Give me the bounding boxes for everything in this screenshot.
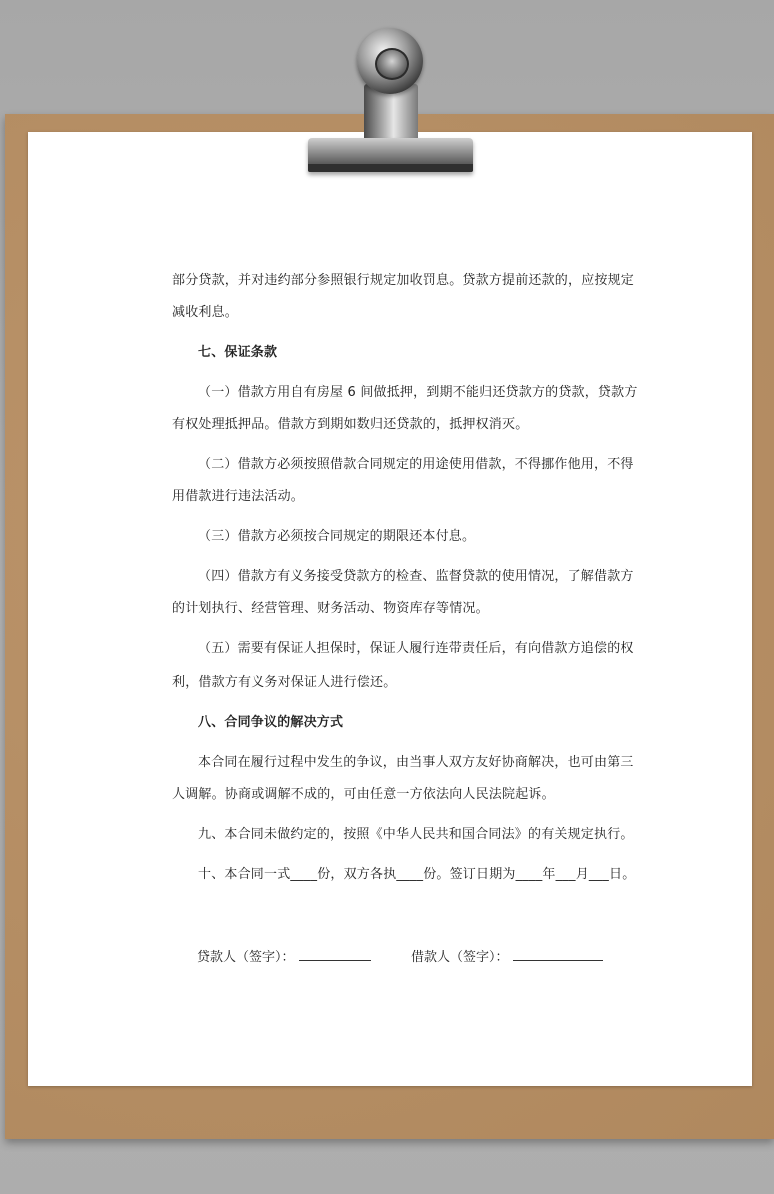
borrower-signature: [411, 946, 603, 967]
binder-clip: [308, 138, 473, 172]
text-line: （三）借款方必须按合同规定的期限还本付息。: [198, 529, 476, 544]
section-heading: 八、合同争议的解决方式: [198, 715, 344, 730]
text-line: 减收利息。: [172, 305, 239, 320]
text-line: （二）借款方必须按照借款合同规定的用途使用借款，不得挪作他用，不得: [198, 457, 634, 472]
text-line: 用借款进行违法活动。: [172, 489, 305, 504]
text-line: （一）借款方用自有房屋 6 间做抵押，到期不能归还贷款方的贷款，贷款方: [198, 385, 638, 400]
clip-hole: [375, 48, 409, 80]
text-line: 部分贷款，并对违约部分参照银行规定加收罚息。贷款方提前还款的，应按规定: [172, 273, 635, 288]
text-line: 十、本合同一式____份，双方各执____份。签订日期为____年___月___日。: [198, 867, 636, 882]
borrower-signature-line[interactable]: [513, 946, 603, 961]
section-heading: 七、保证条款: [198, 345, 278, 360]
text-line: 有权处理抵押品。借款方到期如数归还贷款的，抵押权消灭。: [172, 417, 529, 432]
text-line: 本合同在履行过程中发生的争议，由当事人双方友好协商解决，也可由第三: [198, 755, 634, 770]
text-line: 九、本合同未做约定的，按照《中华人民共和国合同法》的有关规定执行。: [198, 827, 634, 842]
text-line: （四）借款方有义务接受贷款方的检查、监督贷款的使用情况，了解借款方: [198, 569, 634, 584]
text-line: （五）需要有保证人担保时，保证人履行连带责任后，有向借款方追偿的权: [198, 641, 634, 656]
lender-signature: [197, 946, 371, 967]
text-line: 的计划执行、经营管理、财务活动、物资库存等情况。: [172, 601, 489, 616]
text-line: 利，借款方有义务对保证人进行偿还。: [172, 675, 397, 690]
text-line: 人调解。协商或调解不成的，可由任意一方依法向人民法院起诉。: [172, 787, 555, 802]
lender-signature-line[interactable]: [299, 946, 371, 961]
lender-label: 贷款人（签字）：: [197, 950, 295, 965]
borrower-label: 借款人（签字）：: [411, 950, 509, 965]
